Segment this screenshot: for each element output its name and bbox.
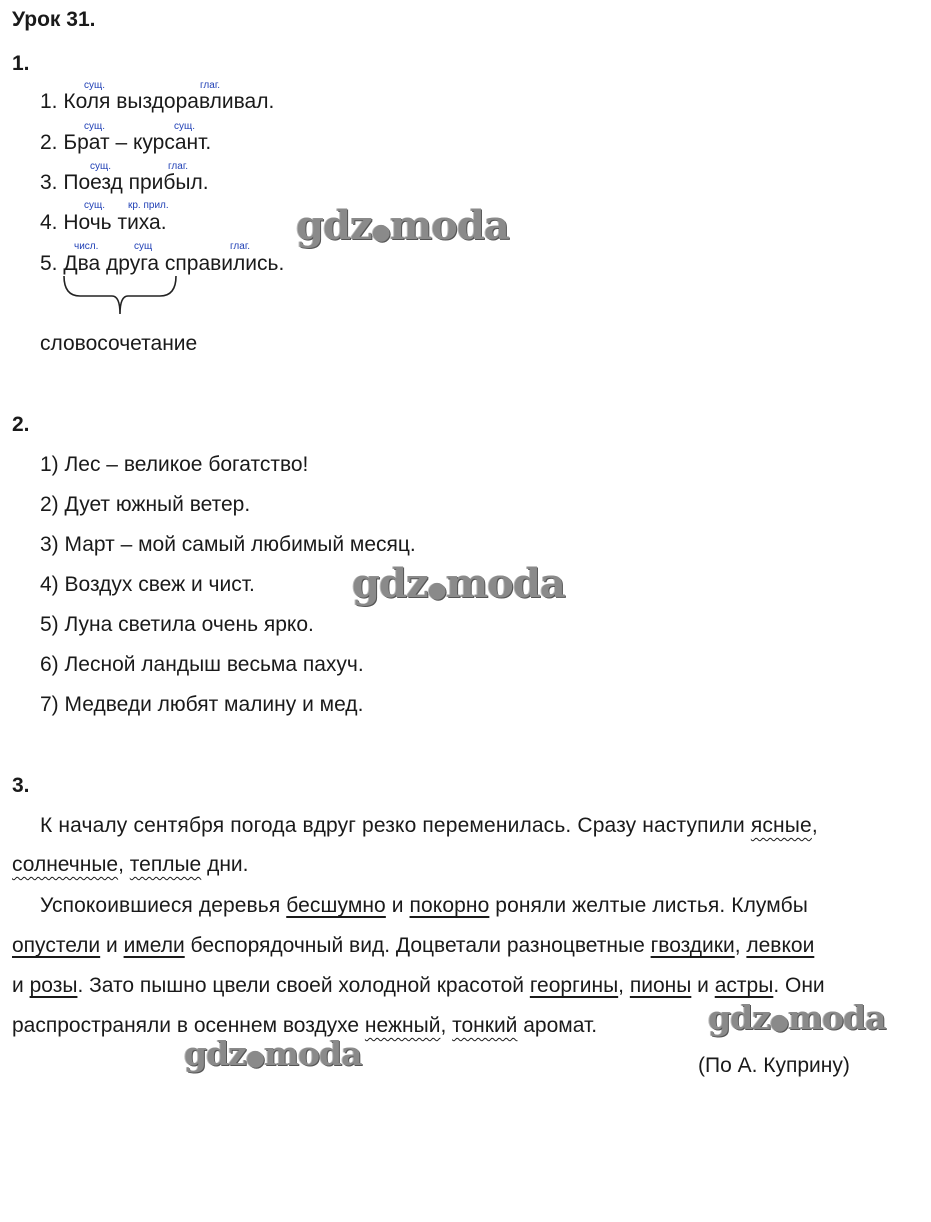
pos-tag-noun: сущ. — [84, 200, 106, 211]
ex2-sentence-7: 7) Медведи любят малину и мед. — [40, 693, 364, 716]
ex3-text-line-4: опустели и имели беспорядочный вид. Доцветали разноцветные гвоздики, левкои — [12, 934, 815, 957]
pos-tag-noun: сущ. — [84, 80, 106, 91]
adjective-teplye: теплые — [129, 853, 202, 876]
ex1-sentence-3: 3. Поезд прибыл. — [40, 171, 209, 194]
exercise-2-number: 2. — [12, 413, 30, 436]
ex3-text-line-6: распространяли в осеннем воздухе нежный, тонкий аромат. — [12, 1014, 598, 1037]
pos-tag-short-adj: кр. прил. — [128, 200, 169, 211]
adverb-pokorno: покорно — [409, 894, 490, 917]
ex2-sentence-1: 1) Лес – великое богатство! — [40, 453, 309, 476]
ex2-sentence-5: 5) Луна светила очень ярко. — [40, 613, 314, 636]
ex3-text-line-2: солнечные, теплые дни. — [12, 853, 249, 876]
pos-tag-noun: сущ. — [90, 161, 112, 172]
ex2-sentence-6: 6) Лесной ландыш весьма пахуч. — [40, 653, 364, 676]
watermark: gdz●moda — [708, 998, 886, 1037]
pos-tag-verb: глаг. — [168, 161, 189, 172]
subject-gvozdiki: гвоздики — [650, 934, 735, 957]
ex1-sentence-5: 5. Два друга справились. — [40, 252, 285, 275]
ex3-text-line-1: К началу сентября погода вдруг резко переменилась. Сразу наступили ясные, — [40, 814, 818, 837]
watermark: gdz●moda — [296, 202, 509, 249]
subject-astry: астры — [714, 974, 774, 997]
phrase-label: словосочетание — [40, 332, 198, 355]
phrase-bracket — [60, 274, 180, 318]
exercise-3-number: 3. — [12, 774, 30, 797]
subject-georginy: георгины — [529, 974, 619, 997]
ex1-sentence-2: 2. Брат – курсант. — [40, 131, 212, 154]
adjective-yasnye: ясные — [750, 814, 812, 837]
adjective-nezhnyy: нежный — [364, 1014, 441, 1037]
adjective-tonkiy: тонкий — [452, 1014, 518, 1037]
verb-opusteli: опустели — [12, 934, 101, 957]
exercise-1-number: 1. — [12, 52, 30, 75]
ex3-text-line-3: Успокоившиеся деревья бесшумно и покорно роняли желтые листья. Клумбы — [40, 894, 808, 917]
pos-tag-noun: сущ — [134, 241, 153, 252]
adverb-besshumno: бесшумно — [286, 894, 386, 917]
ex3-text-line-5: и розы. Зато пышно цвели своей холодной красотой георгины, пионы и астры. Они — [12, 974, 825, 997]
pos-tag-numeral: числ. — [74, 241, 99, 252]
pos-tag-noun: сущ. — [174, 121, 196, 132]
ex1-sentence-1: 1. Коля выздоравливал. — [40, 90, 275, 113]
ex1-sentence-4: 4. Ночь тиха. — [40, 211, 167, 234]
verb-imeli: имели — [123, 934, 185, 957]
adjective-solnechnye: солнечные — [12, 853, 119, 876]
pos-tag-noun: сущ. — [84, 121, 106, 132]
subject-piony: пионы — [629, 974, 692, 997]
watermark: gdz●moda — [184, 1034, 362, 1073]
watermark: gdz●moda — [352, 560, 565, 607]
ex2-sentence-3: 3) Март – мой самый любимый месяц. — [40, 533, 416, 556]
subject-rozy: розы — [29, 974, 78, 997]
text-source: (По А. Куприну) — [698, 1054, 850, 1077]
pos-tag-verb: глаг. — [230, 241, 251, 252]
ex2-sentence-4: 4) Воздух свеж и чист. — [40, 573, 255, 596]
ex2-sentence-2: 2) Дует южный ветер. — [40, 493, 251, 516]
lesson-title: Урок 31. — [12, 8, 96, 31]
pos-tag-verb: глаг. — [200, 80, 221, 91]
subject-levkoi: левкои — [746, 934, 815, 957]
